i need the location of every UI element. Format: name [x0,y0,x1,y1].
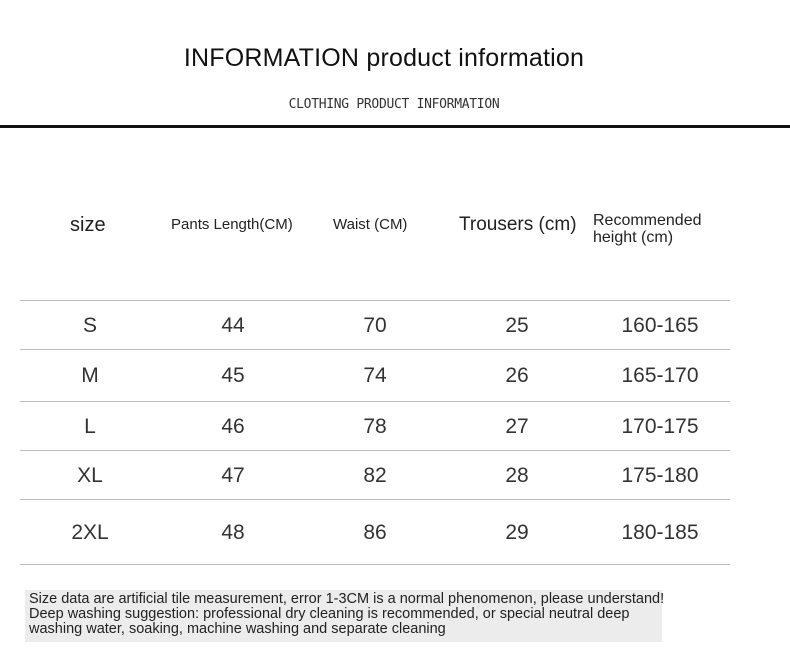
table-cell-size: S [82,314,98,337]
care-note: Size data are artificial tile measurement, error 1-3CM is a normal phenomenon, please understand! Deep washing suggestion: professional dry cleaning is recommended, or special neutral deep washing water, soaking, machine washing and separate cleaning [29,591,665,637]
table-cell-trousers: 26 [505,364,529,387]
table-divider [20,401,730,402]
table-cell-recommended-height: 165-170 [621,364,699,387]
table-cell-size: L [84,415,96,438]
table-cell-size: 2XL [71,521,109,544]
table-cell-waist: 70 [363,314,387,337]
table-cell-waist: 78 [363,415,387,438]
table-cell-pants-length: 48 [221,521,245,544]
table-cell-waist: 86 [363,521,387,544]
table-cell-size: XL [77,464,103,487]
column-header-trousers: Trousers (cm) [459,214,577,235]
table-cell-waist: 82 [363,464,387,487]
table-cell-pants-length: 46 [221,415,245,438]
table-cell-recommended-height: 160-165 [621,314,699,337]
table-cell-recommended-height: 170-175 [621,415,699,438]
table-cell-trousers: 29 [505,521,529,544]
table-divider [20,564,730,565]
table-divider [20,349,730,350]
page-title: INFORMATION product information [183,44,585,72]
table-divider [20,300,730,301]
table-cell-recommended-height: 180-185 [621,521,699,544]
title-divider [0,125,790,128]
column-header-size: size [70,214,106,236]
table-divider [20,450,730,451]
table-cell-trousers: 25 [505,314,529,337]
table-cell-size: M [81,364,99,387]
table-cell-recommended-height: 175-180 [621,464,699,487]
table-cell-pants-length: 47 [221,464,245,487]
table-cell-pants-length: 45 [221,364,245,387]
table-divider [20,499,730,500]
column-header-recommended-height: Recommended height (cm) [593,212,702,246]
page-subtitle: CLOTHING PRODUCT INFORMATION [288,97,500,112]
table-cell-trousers: 27 [505,415,529,438]
column-header-pants-length: Pants Length(CM) [171,216,293,233]
table-cell-waist: 74 [363,364,387,387]
column-header-waist: Waist (CM) [333,216,408,233]
table-cell-pants-length: 44 [221,314,245,337]
table-cell-trousers: 28 [505,464,529,487]
